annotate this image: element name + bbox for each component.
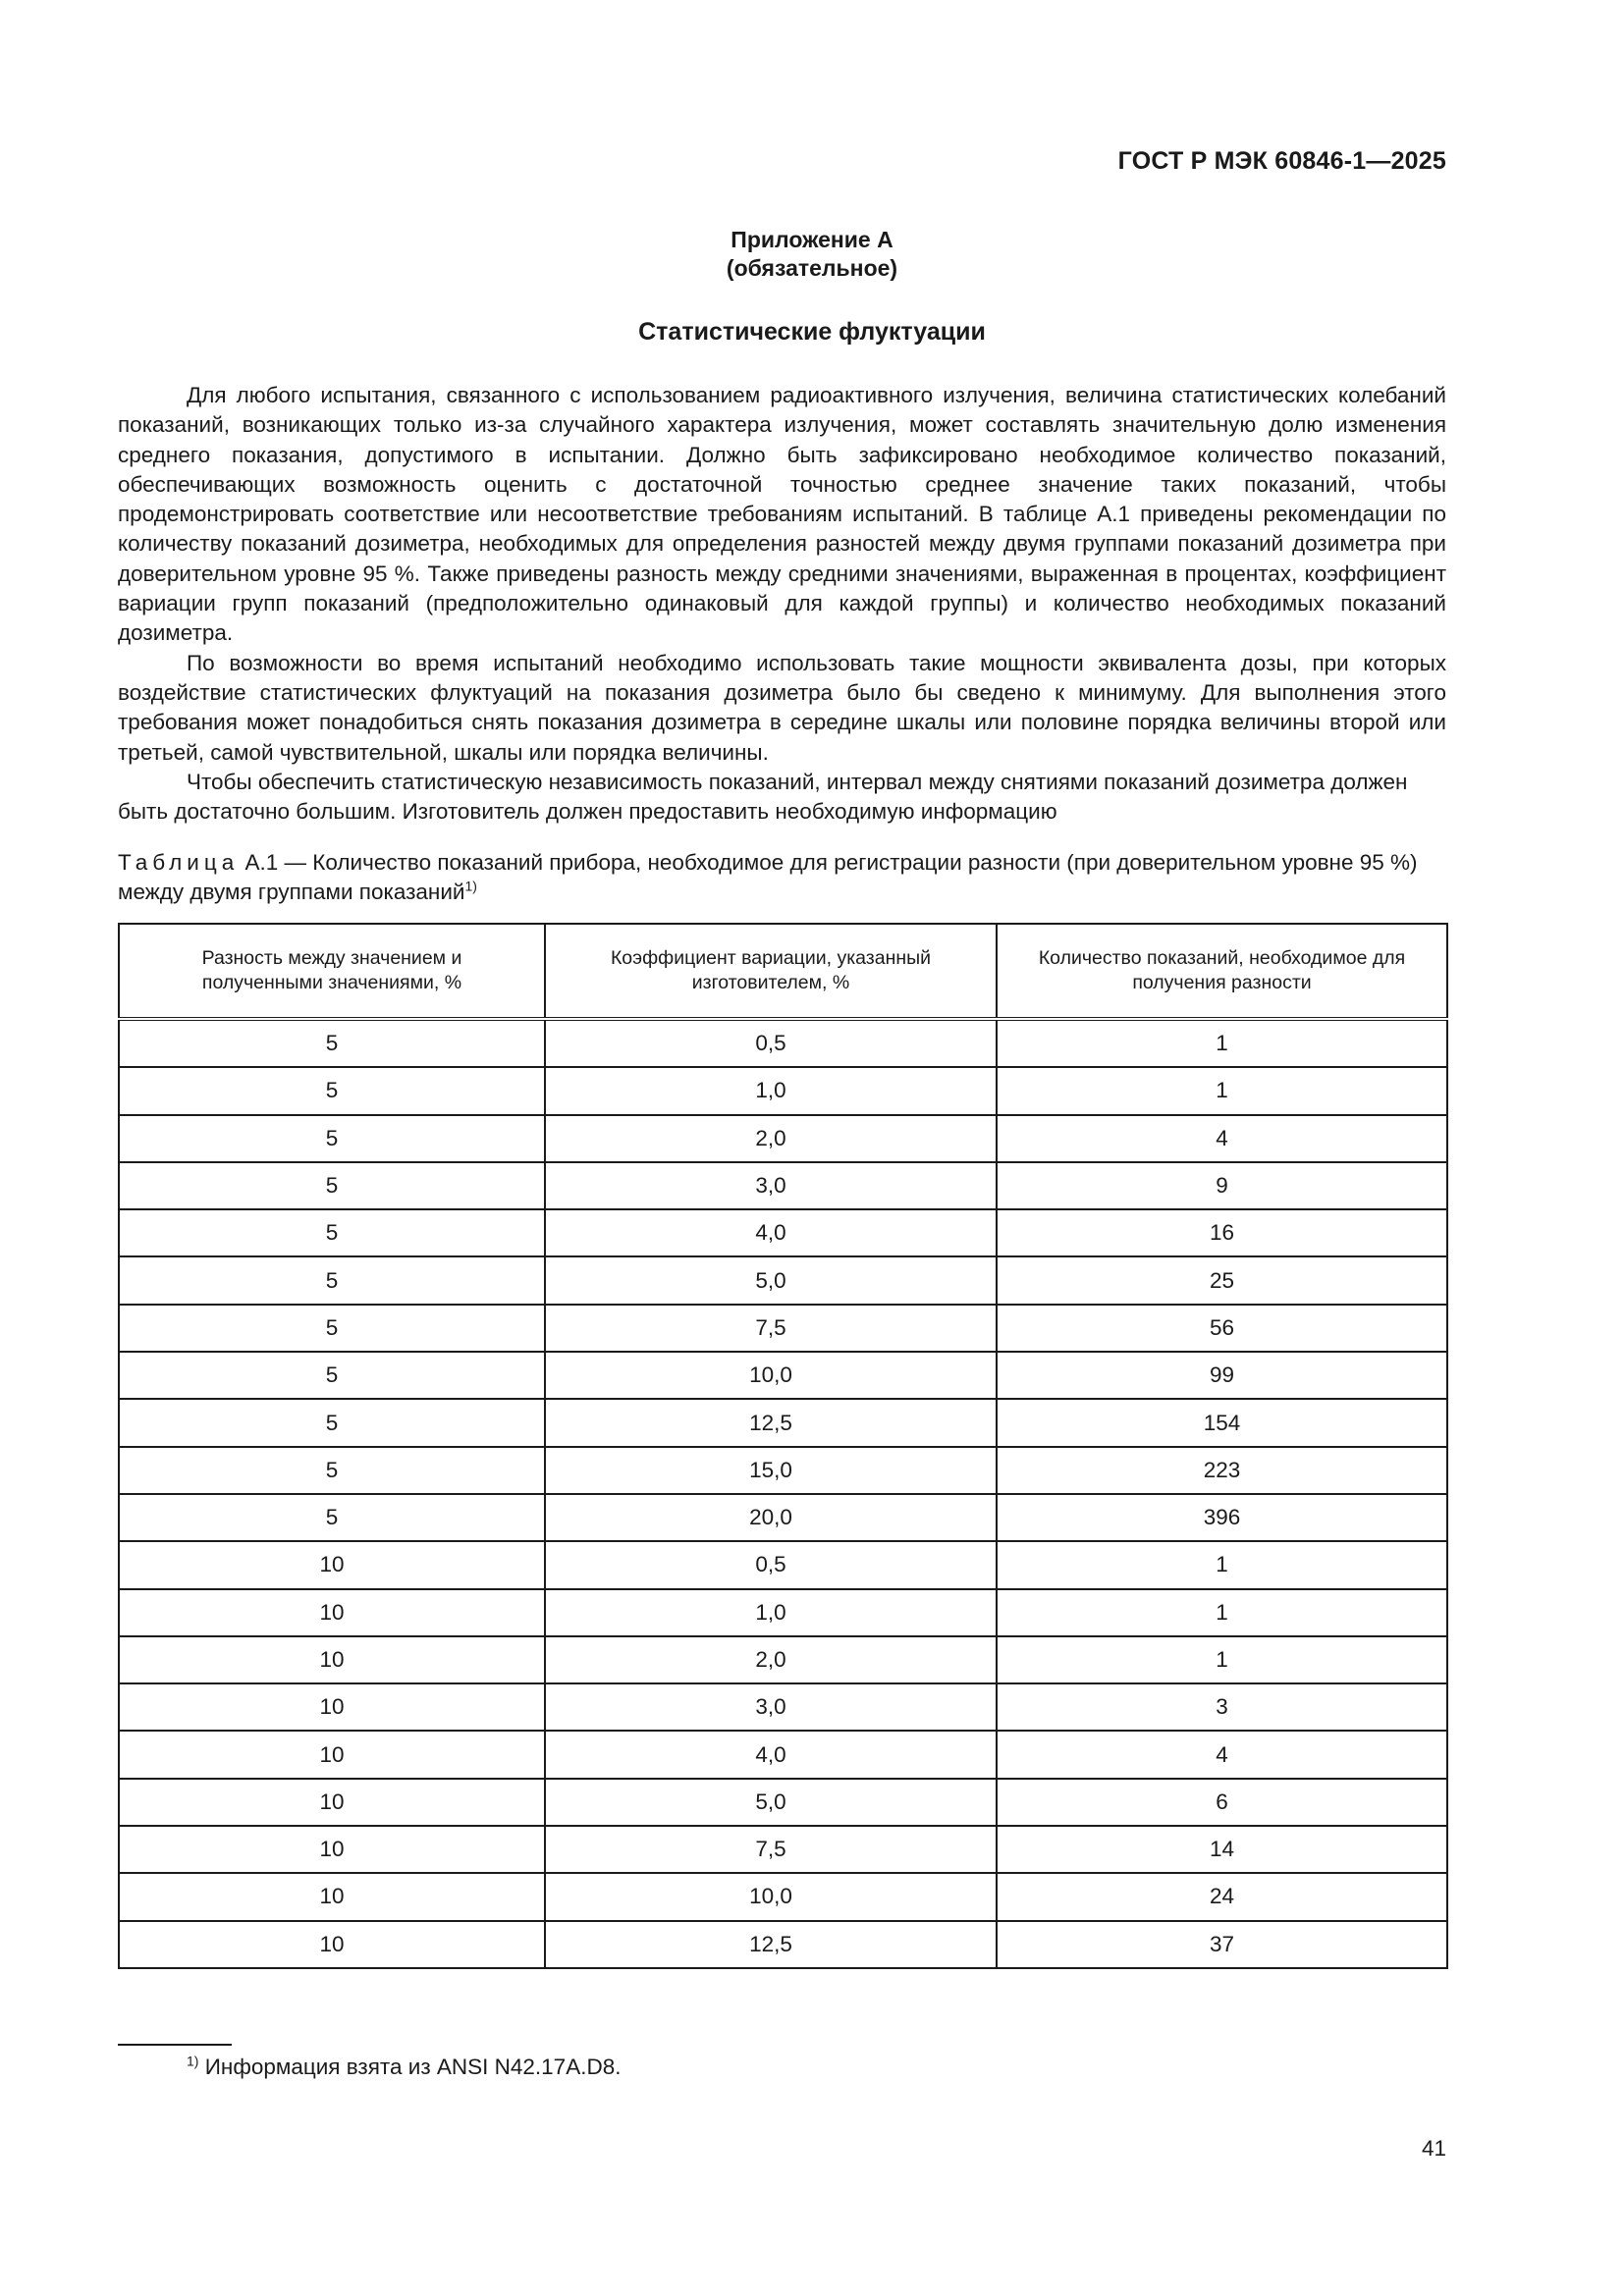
table-row xyxy=(119,1731,1447,1778)
table-cell: 2,0 xyxy=(545,1636,997,1683)
table-cell: 14 xyxy=(997,1826,1447,1873)
table-caption xyxy=(118,848,1446,907)
table-cell: 25 xyxy=(997,1256,1447,1304)
table-row xyxy=(119,1921,1447,1968)
table-cell: 5,0 xyxy=(545,1779,997,1826)
table-header-row xyxy=(119,924,1447,1019)
table-cell: 10 xyxy=(119,1873,545,1920)
table-cell: 1,0 xyxy=(545,1067,997,1114)
table-cell: 1 xyxy=(997,1067,1447,1114)
table-cell: 223 xyxy=(997,1447,1447,1494)
table-row xyxy=(119,1873,1447,1920)
table-cell: 10 xyxy=(119,1826,545,1873)
table-cell: 2,0 xyxy=(545,1115,997,1162)
table-row xyxy=(119,1399,1447,1446)
table-caption-text: А.1 — Количество показаний прибора, необходимое для регистрации разности (при доверительном уровне 95 %) между двумя группами показаний xyxy=(118,850,1418,904)
table-header-cell: Коэффициент вариации, указанный изготовителем, % xyxy=(545,924,997,1019)
table-cell: 3,0 xyxy=(545,1162,997,1209)
table-cell: 10,0 xyxy=(545,1873,997,1920)
table-cell: 10 xyxy=(119,1636,545,1683)
table-cell: 7,5 xyxy=(545,1305,997,1352)
table-cell: 5 xyxy=(119,1209,545,1256)
table-cell: 5,0 xyxy=(545,1256,997,1304)
section-title: Статистические флуктуации xyxy=(638,318,986,346)
footnote-text: Информация взята из ANSI N42.17A.D8. xyxy=(204,2055,622,2079)
table-cell: 5 xyxy=(119,1494,545,1541)
table-cell: 3 xyxy=(997,1683,1447,1731)
table-cell: 9 xyxy=(997,1162,1447,1209)
table-row xyxy=(119,1589,1447,1636)
paragraph: Чтобы обеспечить статистическую независимость показаний, интервал между снятиями показаний дозиметра должен быть достаточно большим. Изготовитель должен предоставить необходимую информацию xyxy=(118,769,1408,825)
paragraph: Для любого испытания, связанного с использованием радиоактивного излучения, величина статистических колебаний показаний, возникающих только из-за случайного характера излучения, может составлять значительную долю изменения среднего показания, допустимого в испытании. Должно быть зафиксировано необходимое количество показаний, обеспечивающих возможность оценить с достаточной точностью среднее значение таких показаний, чтобы продемонстрировать соответствие или несоответствие требованиям испытаний. В таблице А.1 приведены рекомендации по количеству показаний дозиметра, необходимых для определения разностей между двумя группами показаний дозиметра при доверительном уровне 95 %. Также приведены разность между средними значениями, выраженная в процентах, коэффициент вариации групп показаний (предположительно одинаковый для каждой группы) и количество необходимых показаний дозиметра. xyxy=(118,383,1446,646)
table-cell: 12,5 xyxy=(545,1399,997,1446)
table-cell: 5 xyxy=(119,1115,545,1162)
table-cell: 10 xyxy=(119,1921,545,1968)
table-cell: 10 xyxy=(119,1589,545,1636)
table-row xyxy=(119,1256,1447,1304)
table-cell: 99 xyxy=(997,1352,1447,1399)
table-cell: 5 xyxy=(119,1256,545,1304)
table-cell: 5 xyxy=(119,1067,545,1114)
table-cell: 15,0 xyxy=(545,1447,997,1494)
table-cell: 5 xyxy=(119,1399,545,1446)
table-row xyxy=(119,1115,1447,1162)
table-caption-footnote-mark: 1) xyxy=(464,878,477,894)
table-cell: 24 xyxy=(997,1873,1447,1920)
table-cell: 0,5 xyxy=(545,1019,997,1067)
table-row xyxy=(119,1447,1447,1494)
table-cell: 7,5 xyxy=(545,1826,997,1873)
table-row xyxy=(119,1636,1447,1683)
table-row xyxy=(119,1779,1447,1826)
table-cell: 0,5 xyxy=(545,1541,997,1588)
paragraph: По возможности во время испытаний необходимо использовать такие мощности эквивалента дозы, при которых воздействие статистических флуктуаций на показания дозиметра было бы сведено к минимуму. Для выполнения этого требования может понадобиться снять показания дозиметра в середине шкалы или половине порядка величины второй или третьей, самой чувствительной, шкалы или порядка величины. xyxy=(118,650,1446,765)
table-cell: 5 xyxy=(119,1305,545,1352)
table-cell: 5 xyxy=(119,1162,545,1209)
table-cell: 1 xyxy=(997,1636,1447,1683)
body-text xyxy=(118,381,1446,827)
footnote-divider xyxy=(118,2044,232,2046)
table-header-cell: Количество показаний, необходимое для получения разности xyxy=(997,924,1447,1019)
table-row xyxy=(119,1162,1447,1209)
footnote-mark: 1) xyxy=(187,2053,199,2069)
table-row xyxy=(119,1067,1447,1114)
table-cell: 16 xyxy=(997,1209,1447,1256)
table-cell: 5 xyxy=(119,1352,545,1399)
data-table xyxy=(118,923,1448,1969)
table-row xyxy=(119,1209,1447,1256)
appendix-status: (обязательное) xyxy=(726,255,898,281)
table-cell: 56 xyxy=(997,1305,1447,1352)
table-cell: 10 xyxy=(119,1731,545,1778)
table-cell: 37 xyxy=(997,1921,1447,1968)
table-cell: 4,0 xyxy=(545,1731,997,1778)
table-cell: 5 xyxy=(119,1019,545,1067)
table-row xyxy=(119,1305,1447,1352)
page-number: 41 xyxy=(1421,2136,1446,2161)
table-row xyxy=(119,1826,1447,1873)
table-body xyxy=(119,1019,1447,1968)
standard-code: ГОСТ Р МЭК 60846-1—2025 xyxy=(1117,147,1446,175)
table-cell: 12,5 xyxy=(545,1921,997,1968)
table-cell: 1 xyxy=(997,1589,1447,1636)
table-row xyxy=(119,1541,1447,1588)
table-cell: 10 xyxy=(119,1541,545,1588)
table-cell: 1,0 xyxy=(545,1589,997,1636)
table-cell: 10 xyxy=(119,1779,545,1826)
table-cell: 4 xyxy=(997,1731,1447,1778)
table-row xyxy=(119,1494,1447,1541)
table-row xyxy=(119,1019,1447,1067)
table-cell: 1 xyxy=(997,1019,1447,1067)
table-cell: 20,0 xyxy=(545,1494,997,1541)
footnote xyxy=(187,2055,621,2080)
table-cell: 4,0 xyxy=(545,1209,997,1256)
table-row xyxy=(119,1352,1447,1399)
table-cell: 396 xyxy=(997,1494,1447,1541)
table-cell: 5 xyxy=(119,1447,545,1494)
table-cell: 154 xyxy=(997,1399,1447,1446)
table-cell: 6 xyxy=(997,1779,1447,1826)
appendix-title: Приложение А xyxy=(731,227,893,252)
appendix-heading xyxy=(0,226,1624,283)
table-row xyxy=(119,1683,1447,1731)
table-cell: 3,0 xyxy=(545,1683,997,1731)
table-caption-label: Таблица xyxy=(118,850,240,875)
table-cell: 10,0 xyxy=(545,1352,997,1399)
table-header-cell: Разность между значением и полученными значениями, % xyxy=(119,924,545,1019)
table-cell: 10 xyxy=(119,1683,545,1731)
table-cell: 4 xyxy=(997,1115,1447,1162)
table-cell: 1 xyxy=(997,1541,1447,1588)
